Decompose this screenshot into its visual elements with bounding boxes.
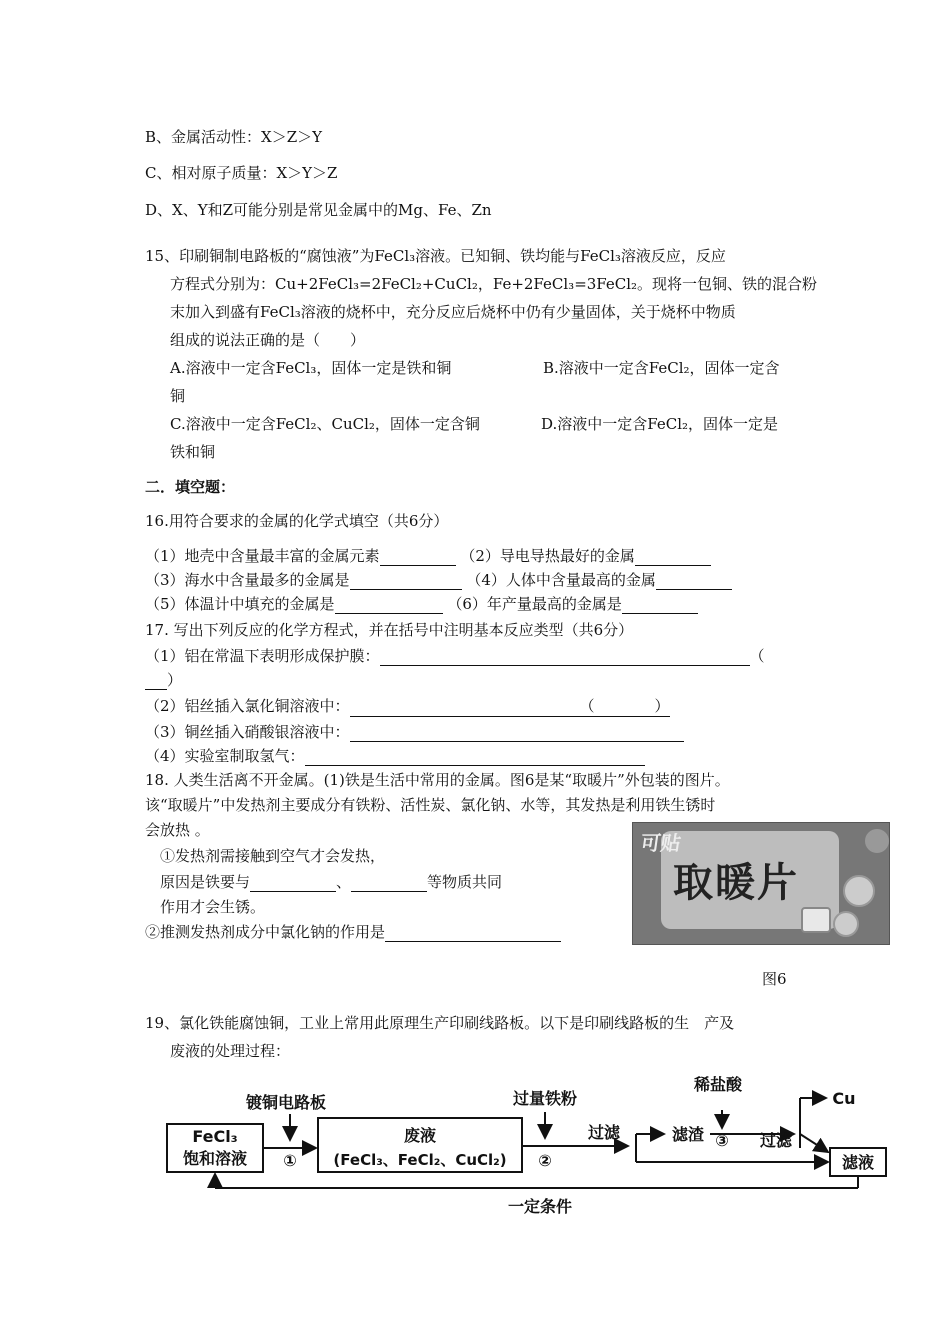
q14-option-c: C、相对原子质量：X＞Y＞Z	[145, 164, 338, 182]
q15-option-d-cont: 铁和铜	[170, 443, 216, 461]
q18-sub-1: ①发热剂需接触到空气才会发热，	[160, 847, 386, 865]
flow-condition: 一定条件	[507, 1197, 573, 1216]
photo-title-text: 取暖片	[673, 860, 799, 906]
flow-box2-line1: 废液	[403, 1126, 437, 1145]
flow-copper: Cu	[832, 1089, 856, 1108]
flow-filtrate-label: 滤液	[841, 1153, 875, 1172]
q18-sub-2-b: 、	[336, 873, 352, 891]
photo-corner-text: 可贴	[639, 831, 683, 855]
q16-item-2: （2）导电导热最好的金属	[460, 547, 635, 565]
q18-line-3: 会放热 。	[145, 821, 210, 839]
q18-sub-3: 作用才会生锈。	[160, 898, 266, 916]
flow-label-acid: 稀盐酸	[693, 1075, 743, 1094]
q18-sub-4-text: ②推测发热剂成分中氯化钠的作用是	[145, 923, 386, 941]
flow-step-2: ②	[538, 1151, 552, 1170]
q15-line-3: 末加入到盛有FeCl₃溶液的烧杯中，充分反应后烧杯中仍有少量固体，关于烧杯中物质	[170, 303, 736, 321]
section-heading: 二．填空题：	[145, 478, 236, 496]
q16-item-5: （5）体温计中填充的金属是	[145, 595, 335, 613]
q15-option-a: A.溶液中一定含FeCl₃，固体一定是铁和铜	[170, 359, 452, 377]
q17-type-blank-2[interactable]: （ ）	[579, 697, 670, 715]
q15-option-b-cont: 铜	[170, 387, 186, 405]
flow-step-3: ③	[715, 1131, 729, 1150]
figure-6-caption: 图6	[762, 970, 787, 988]
q14-option-d: D、X、Y和Z可能分别是常见金属中的Mg、Fe、Zn	[145, 201, 492, 219]
flow-filter-1: 过滤	[587, 1123, 621, 1142]
q15-option-b: B.溶液中一定含FeCl₂，固体一定含	[543, 359, 780, 377]
q17-item-4: （4）实验室制取氢气：	[145, 747, 305, 765]
flow-box1-line2: 饱和溶液	[182, 1149, 248, 1168]
q17-paren-open: （	[749, 647, 765, 665]
q18-line-1: 18. 人类生活离不开金属。(1)铁是生活中常用的金属。图6是某“取暖片”外包装的图片。	[145, 771, 730, 789]
q18-sub-2-a: 原因是铁要与	[160, 873, 251, 891]
q14-option-b: B、金属活动性：X＞Z＞Y	[145, 128, 323, 146]
q15-line-2: 方程式分别为：Cu+2FeCl₃=2FeCl₂+CuCl₂，Fe+2FeCl₃=3FeCl₂。现将一包铜、铁的混合粉	[170, 275, 818, 293]
flow-step-1: ①	[283, 1151, 297, 1170]
flow-label-iron: 过量铁粉	[512, 1089, 578, 1108]
q15-option-c: C.溶液中一定含FeCl₂、CuCl₂，固体一定含铜	[170, 415, 480, 433]
q15-option-d: D.溶液中一定含FeCl₂，固体一定是	[541, 415, 779, 433]
q17-paren-close: ）	[167, 671, 183, 689]
q17-item-2: （2）铝丝插入氯化铜溶液中：	[145, 697, 350, 715]
flow-residue: 滤渣	[671, 1125, 705, 1144]
q19-line-1: 19、氯化铁能腐蚀铜，工业上常用此原理生产印刷线路板。以下是印刷线路板的生 产及	[145, 1014, 735, 1032]
q15-line-1: 15、印刷铜制电路板的“腐蚀液”为FeCl₃溶液。已知铜、铁均能与FeCl₃溶液反应，反应	[145, 247, 726, 265]
flow-box2-line2: (FeCl₃、FeCl₂、CuCl₂)	[333, 1151, 507, 1169]
q15-line-4: 组成的说法正确的是（ ）	[170, 331, 366, 349]
flow-label-board: 镀铜电路板	[245, 1093, 327, 1112]
flow-box1-line1: FeCl₃	[192, 1127, 238, 1146]
q19-line-2: 废液的处理过程：	[170, 1042, 291, 1060]
q16-item-4: （4）人体中含量最高的金属	[466, 571, 656, 589]
q16-title: 16.用符合要求的金属的化学式填空（共6分）	[145, 512, 449, 530]
q16-item-6: （6）年产量最高的金属是	[447, 595, 622, 613]
q17-item-3: （3）铜丝插入硝酸银溶液中：	[145, 723, 350, 741]
q18-sub-2-c: 等物质共同	[427, 873, 503, 891]
flow-filter-2: 过滤	[759, 1131, 793, 1150]
q16-item-1: （1）地壳中含量最丰富的金属元素	[145, 547, 380, 565]
q18-line-2: 该“取暖片”中发热剂主要成分有铁粉、活性炭、氯化钠、水等，其发热是利用铁生锈时	[145, 796, 716, 814]
q17-item-1: （1）铝在常温下表明形成保护膜：	[145, 647, 380, 665]
q16-item-3: （3）海水中含量最多的金属是	[145, 571, 350, 589]
q17-title: 17. 写出下列反应的化学方程式，并在括号中注明基本反应类型（共6分）	[145, 621, 634, 639]
